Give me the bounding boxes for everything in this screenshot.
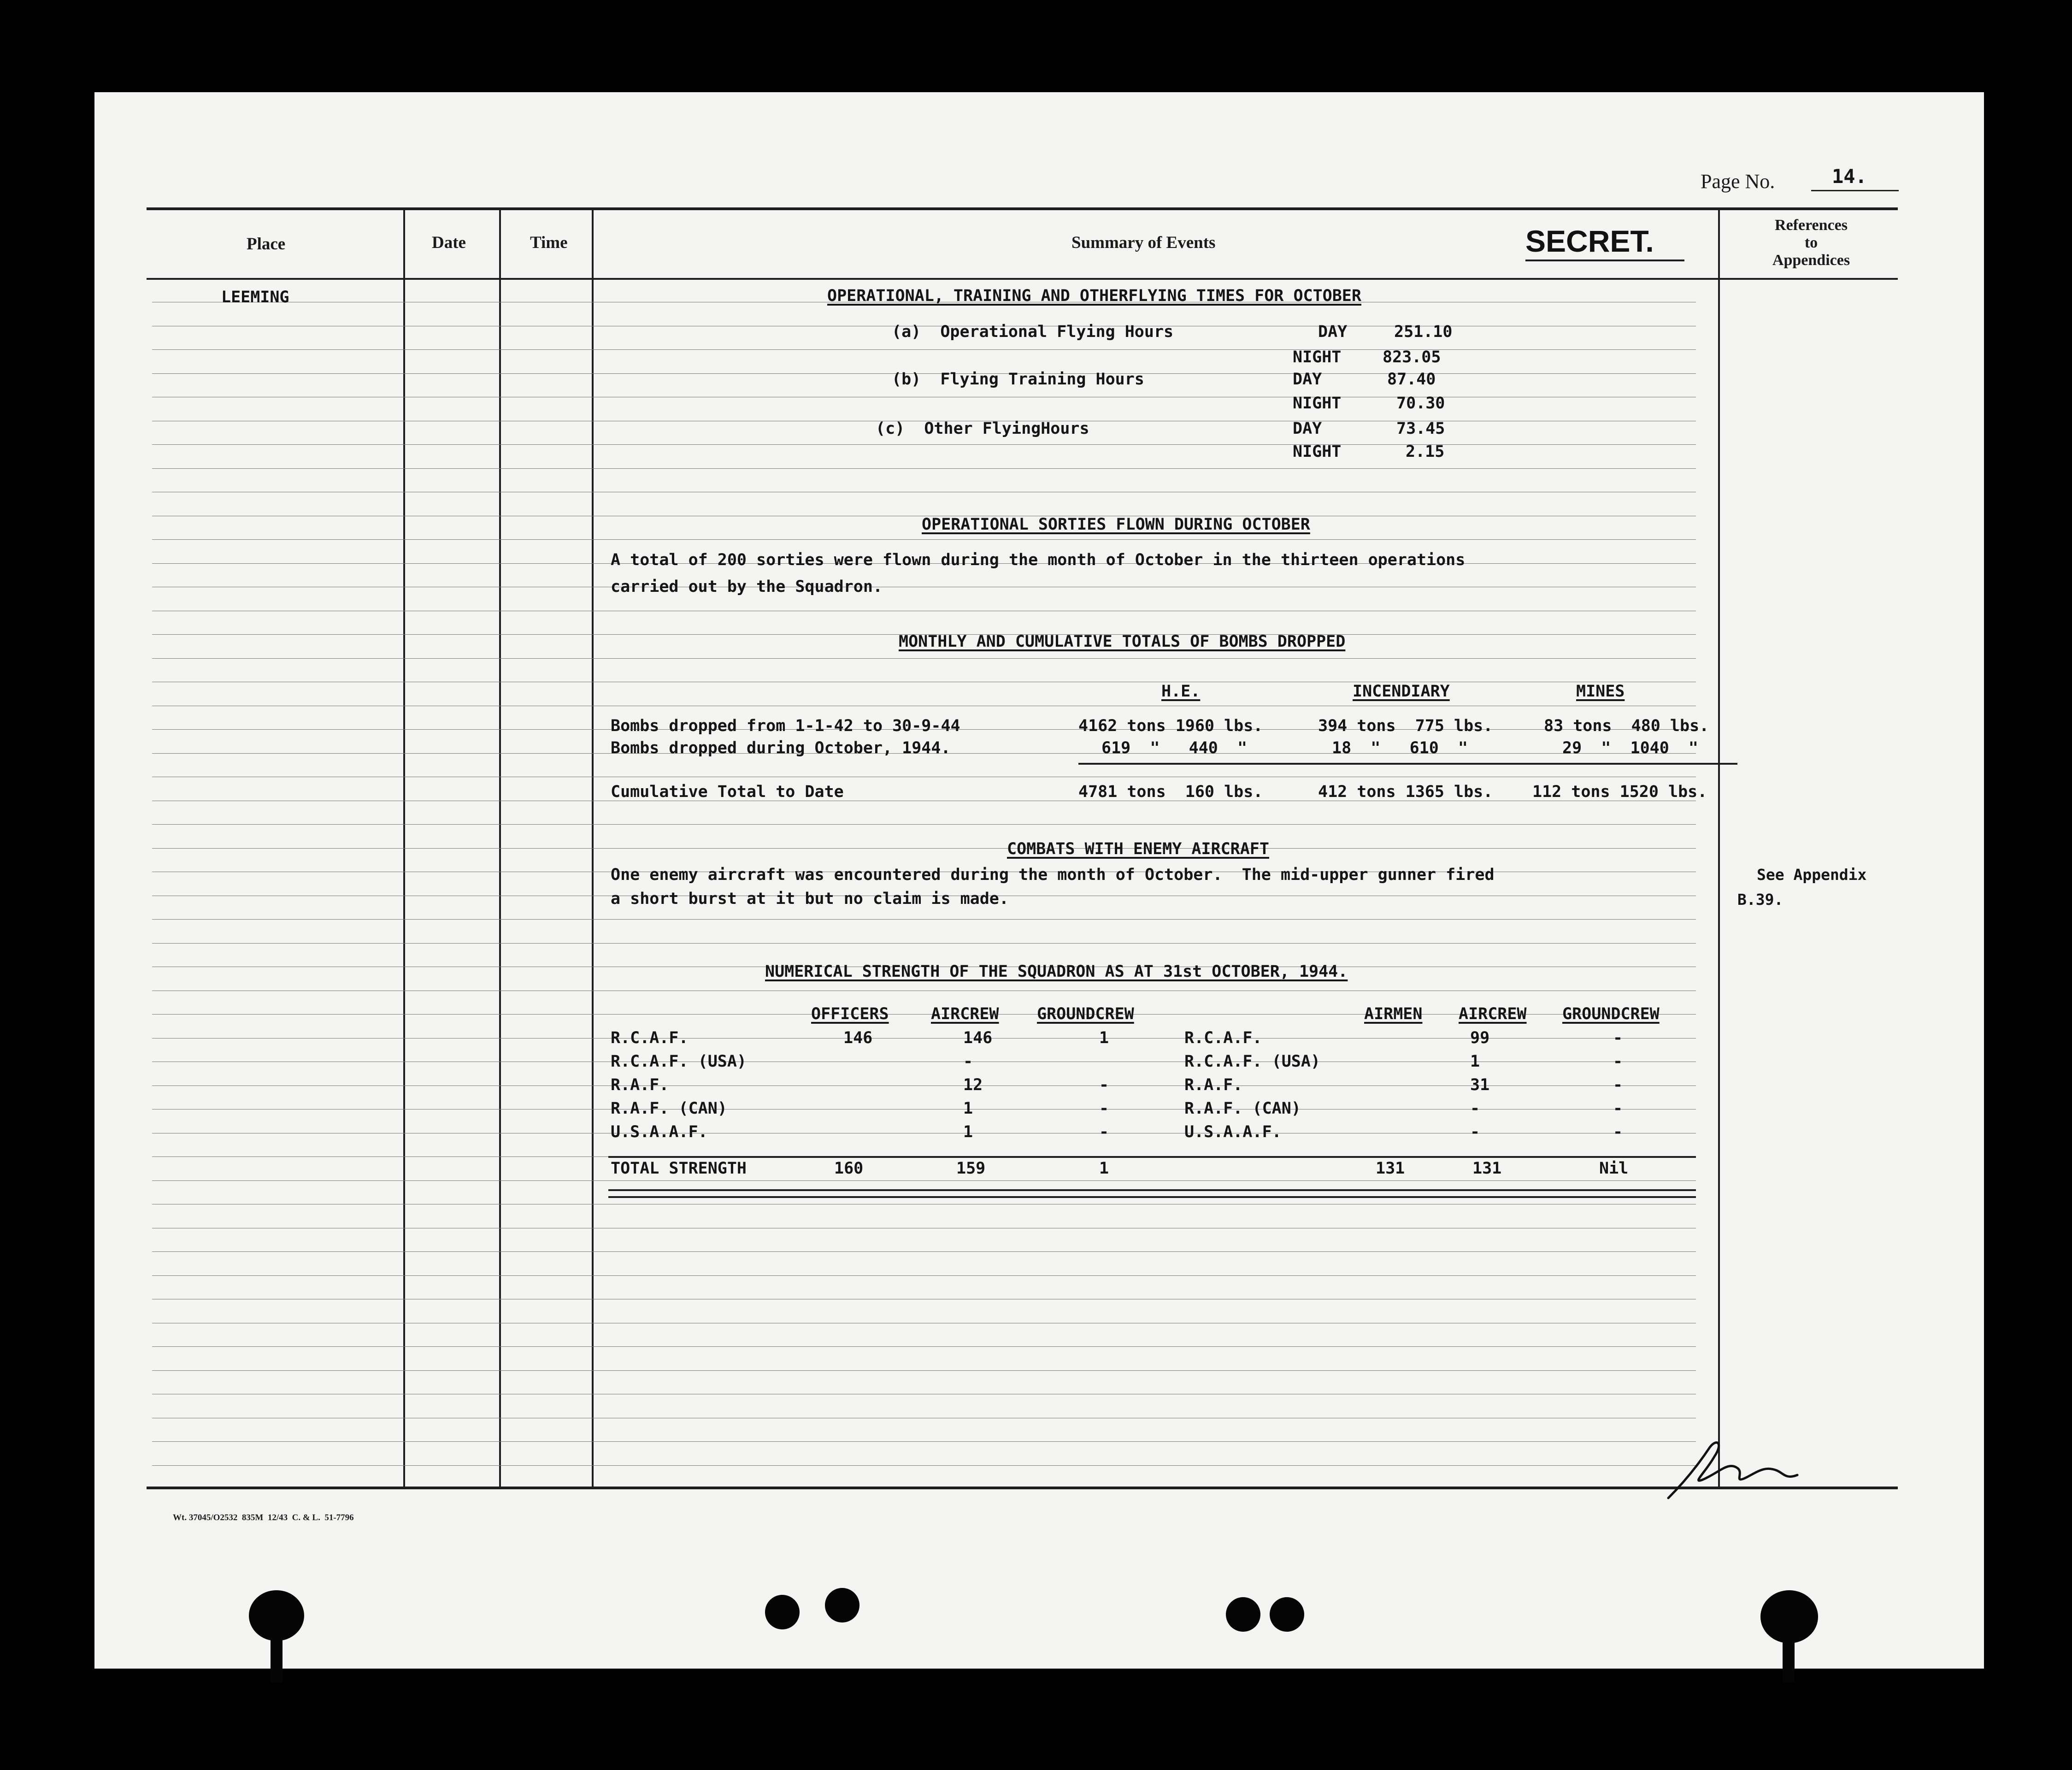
ruled-line bbox=[152, 1251, 1696, 1252]
flying-times-title: OPERATIONAL, TRAINING AND OTHERFLYING TIMES FOR OCTOBER bbox=[827, 287, 1361, 305]
flying-row-period: NIGHT bbox=[1293, 394, 1342, 413]
punch-hole-slot bbox=[1783, 1632, 1795, 1682]
punch-hole bbox=[1270, 1597, 1304, 1632]
flying-row-value: 251.10 bbox=[1394, 323, 1453, 341]
strength-row-groundcrew: - bbox=[1099, 1123, 1109, 1141]
signature bbox=[1659, 1429, 1807, 1503]
bombs-row-incendiary: 412 tons 1365 lbs. bbox=[1318, 783, 1493, 801]
strength-header-aircrew: AIRCREW bbox=[931, 1005, 999, 1023]
ruled-line bbox=[152, 1180, 1696, 1181]
table-bottom-rule bbox=[147, 1487, 1898, 1489]
strength-row-aircrew: 146 bbox=[963, 1029, 993, 1047]
strength-row-label: R.C.A.F. bbox=[611, 1029, 689, 1047]
total-officers: 160 bbox=[834, 1159, 864, 1178]
header-place: Place bbox=[247, 235, 286, 254]
strength-header-groundcrew-2: GROUNDCREW bbox=[1562, 1005, 1660, 1023]
bombs-title: MONTHLY AND CUMULATIVE TOTALS OF BOMBS DROPPED bbox=[899, 632, 1346, 651]
bombs-col-he: H.E. bbox=[1161, 682, 1201, 701]
sorties-text-line1: A total of 200 sorties were flown during the month of October in the thirteen operations bbox=[611, 551, 1466, 569]
strength-row-label-2: R.A.F. (CAN) bbox=[1184, 1099, 1301, 1118]
strength-row-label: R.C.A.F. (USA) bbox=[611, 1052, 747, 1071]
combats-text-line1: One enemy aircraft was encountered during the month of October. The mid-upper gunner fired bbox=[611, 866, 1495, 884]
header-date: Date bbox=[432, 233, 466, 252]
strength-row-label-2: U.S.A.A.F. bbox=[1184, 1123, 1282, 1141]
strength-row-groundcrew-2: - bbox=[1613, 1099, 1623, 1118]
ruled-line bbox=[152, 943, 1696, 944]
ruled-line bbox=[152, 824, 1696, 825]
strength-row-aircrew: - bbox=[963, 1052, 973, 1071]
total-groundcrew: 1 bbox=[1099, 1159, 1109, 1178]
strength-row-label: U.S.A.A.F. bbox=[611, 1123, 708, 1141]
strength-row-aircrew-2: - bbox=[1470, 1099, 1480, 1118]
bombs-row-incendiary: 18 " 610 " bbox=[1332, 739, 1468, 757]
combats-title: COMBATS WITH ENEMY AIRCRAFT bbox=[1007, 840, 1269, 858]
bombs-row-he: 4781 tons 160 lbs. bbox=[1078, 783, 1263, 801]
header-bottom-rule bbox=[147, 278, 1898, 280]
bombs-row-mines: 83 tons 480 lbs. bbox=[1544, 717, 1709, 735]
strength-row-aircrew-2: 1 bbox=[1470, 1052, 1480, 1071]
appendix-reference: See Appendix bbox=[1757, 866, 1867, 884]
strength-row-aircrew-2: 99 bbox=[1470, 1029, 1490, 1047]
strength-row-groundcrew: - bbox=[1099, 1099, 1109, 1118]
strength-double-rule-1 bbox=[608, 1189, 1696, 1191]
place-entry: LEEMING bbox=[221, 288, 289, 307]
flying-row-label: (b) Flying Training Hours bbox=[892, 370, 1144, 389]
appendix-reference-number: B.39. bbox=[1737, 891, 1784, 909]
flying-row-period: NIGHT bbox=[1293, 442, 1342, 461]
flying-row-value: 2.15 bbox=[1406, 442, 1445, 461]
strength-row-groundcrew: 1 bbox=[1099, 1029, 1109, 1047]
strength-title: NUMERICAL STRENGTH OF THE SQUADRON AS AT 31st OCTOBER, 1944. bbox=[765, 962, 1348, 981]
strength-row-groundcrew-2: - bbox=[1613, 1076, 1623, 1094]
total-aircrew-2: 131 bbox=[1472, 1159, 1502, 1178]
bombs-row-label: Bombs dropped from 1-1-42 to 30-9-44 bbox=[611, 717, 960, 735]
bombs-col-mines: MINES bbox=[1576, 682, 1625, 701]
strength-double-rule-2 bbox=[608, 1196, 1696, 1198]
header-time: Time bbox=[530, 233, 568, 252]
strength-row-label-2: R.C.A.F. (USA) bbox=[1184, 1052, 1321, 1071]
punch-hole bbox=[1226, 1597, 1260, 1632]
strength-row-groundcrew-2: - bbox=[1613, 1029, 1623, 1047]
form-footer-code: Wt. 37045/O2532 835M 12/43 C. & L. 51-7796 bbox=[173, 1513, 354, 1522]
strength-row-officers: 146 bbox=[843, 1029, 873, 1047]
bombs-row-label: Cumulative Total to Date bbox=[611, 783, 844, 801]
page-number-label: Page No. bbox=[1701, 170, 1775, 193]
total-strength-label: TOTAL STRENGTH bbox=[611, 1159, 747, 1178]
table-top-rule bbox=[147, 207, 1898, 210]
sorties-title: OPERATIONAL SORTIES FLOWN DURING OCTOBER bbox=[922, 515, 1310, 534]
ruled-line bbox=[152, 1346, 1696, 1347]
ruled-line bbox=[152, 468, 1696, 469]
bombs-row-label: Bombs dropped during October, 1944. bbox=[611, 739, 951, 757]
divider-summary bbox=[1718, 207, 1720, 1489]
ruled-line bbox=[152, 349, 1696, 350]
flying-row-label: (c) Other FlyingHours bbox=[876, 419, 1089, 438]
flying-row-value: 70.30 bbox=[1396, 394, 1445, 413]
flying-row-label: (a) Operational Flying Hours bbox=[892, 323, 1174, 341]
total-airmen: 131 bbox=[1376, 1159, 1405, 1178]
strength-row-label: R.A.F. (CAN) bbox=[611, 1099, 727, 1118]
ruled-line bbox=[152, 1370, 1696, 1371]
flying-row-value: 823.05 bbox=[1383, 348, 1441, 366]
bombs-row-he: 619 " 440 " bbox=[1101, 739, 1248, 757]
ruled-line bbox=[152, 919, 1696, 920]
ruled-line bbox=[152, 539, 1696, 540]
strength-header-groundcrew: GROUNDCREW bbox=[1037, 1005, 1134, 1023]
punch-hole bbox=[765, 1595, 800, 1629]
bombs-col-incendiary: INCENDIARY bbox=[1353, 682, 1450, 701]
strength-row-groundcrew: - bbox=[1099, 1076, 1109, 1094]
bombs-row-he: 4162 tons 1960 lbs. bbox=[1078, 717, 1263, 735]
flying-row-value: 87.40 bbox=[1387, 370, 1436, 389]
ruled-line bbox=[152, 1441, 1696, 1442]
strength-row-groundcrew-2: - bbox=[1613, 1052, 1623, 1071]
strength-header-aircrew-2: AIRCREW bbox=[1459, 1005, 1527, 1023]
strength-sum-rule bbox=[608, 1156, 1696, 1158]
page-number-underline bbox=[1811, 190, 1899, 191]
bombs-row-mines: 112 tons 1520 lbs. bbox=[1532, 783, 1707, 801]
page-number: 14. bbox=[1832, 165, 1867, 188]
header-references: References to Appendices bbox=[1772, 217, 1850, 269]
strength-row-label: R.A.F. bbox=[611, 1076, 669, 1094]
strength-row-aircrew-2: 31 bbox=[1470, 1076, 1490, 1094]
strength-row-aircrew: 12 bbox=[963, 1076, 983, 1094]
ruled-line bbox=[152, 658, 1696, 659]
flying-row-period: NIGHT bbox=[1293, 348, 1342, 366]
bombs-row-incendiary: 394 tons 775 lbs. bbox=[1318, 717, 1493, 735]
flying-row-period: DAY bbox=[1318, 323, 1348, 341]
strength-row-aircrew-2: - bbox=[1470, 1123, 1480, 1141]
sorties-text-line2: carried out by the Squadron. bbox=[611, 578, 883, 596]
strength-row-aircrew: 1 bbox=[963, 1123, 973, 1141]
header-summary: Summary of Events bbox=[1071, 233, 1216, 252]
strength-row-groundcrew-2: - bbox=[1613, 1123, 1623, 1141]
punch-hole-slot bbox=[271, 1632, 283, 1682]
punch-hole bbox=[825, 1588, 859, 1622]
strength-row-label-2: R.C.A.F. bbox=[1184, 1029, 1262, 1047]
total-aircrew: 159 bbox=[956, 1159, 986, 1178]
flying-row-value: 73.45 bbox=[1396, 419, 1445, 438]
strength-header-officers: OFFICERS bbox=[811, 1005, 889, 1023]
bombs-sum-rule bbox=[1078, 763, 1737, 765]
bombs-row-mines: 29 " 1040 " bbox=[1562, 739, 1699, 757]
combats-text-line2: a short burst at it but no claim is made. bbox=[611, 890, 1009, 908]
ruled-line bbox=[152, 1465, 1696, 1466]
ruled-line bbox=[152, 444, 1696, 445]
strength-row-aircrew: 1 bbox=[963, 1099, 973, 1118]
secret-underline bbox=[1525, 260, 1684, 261]
flying-row-period: DAY bbox=[1293, 419, 1322, 438]
strength-row-label-2: R.A.F. bbox=[1184, 1076, 1243, 1094]
strength-header-airmen: AIRMEN bbox=[1364, 1005, 1423, 1023]
secret-stamp: SECRET. bbox=[1525, 224, 1654, 258]
ruled-line bbox=[152, 848, 1696, 849]
total-groundcrew-2: Nil bbox=[1599, 1159, 1629, 1178]
ruled-line bbox=[152, 1275, 1696, 1276]
flying-row-period: DAY bbox=[1293, 370, 1322, 389]
